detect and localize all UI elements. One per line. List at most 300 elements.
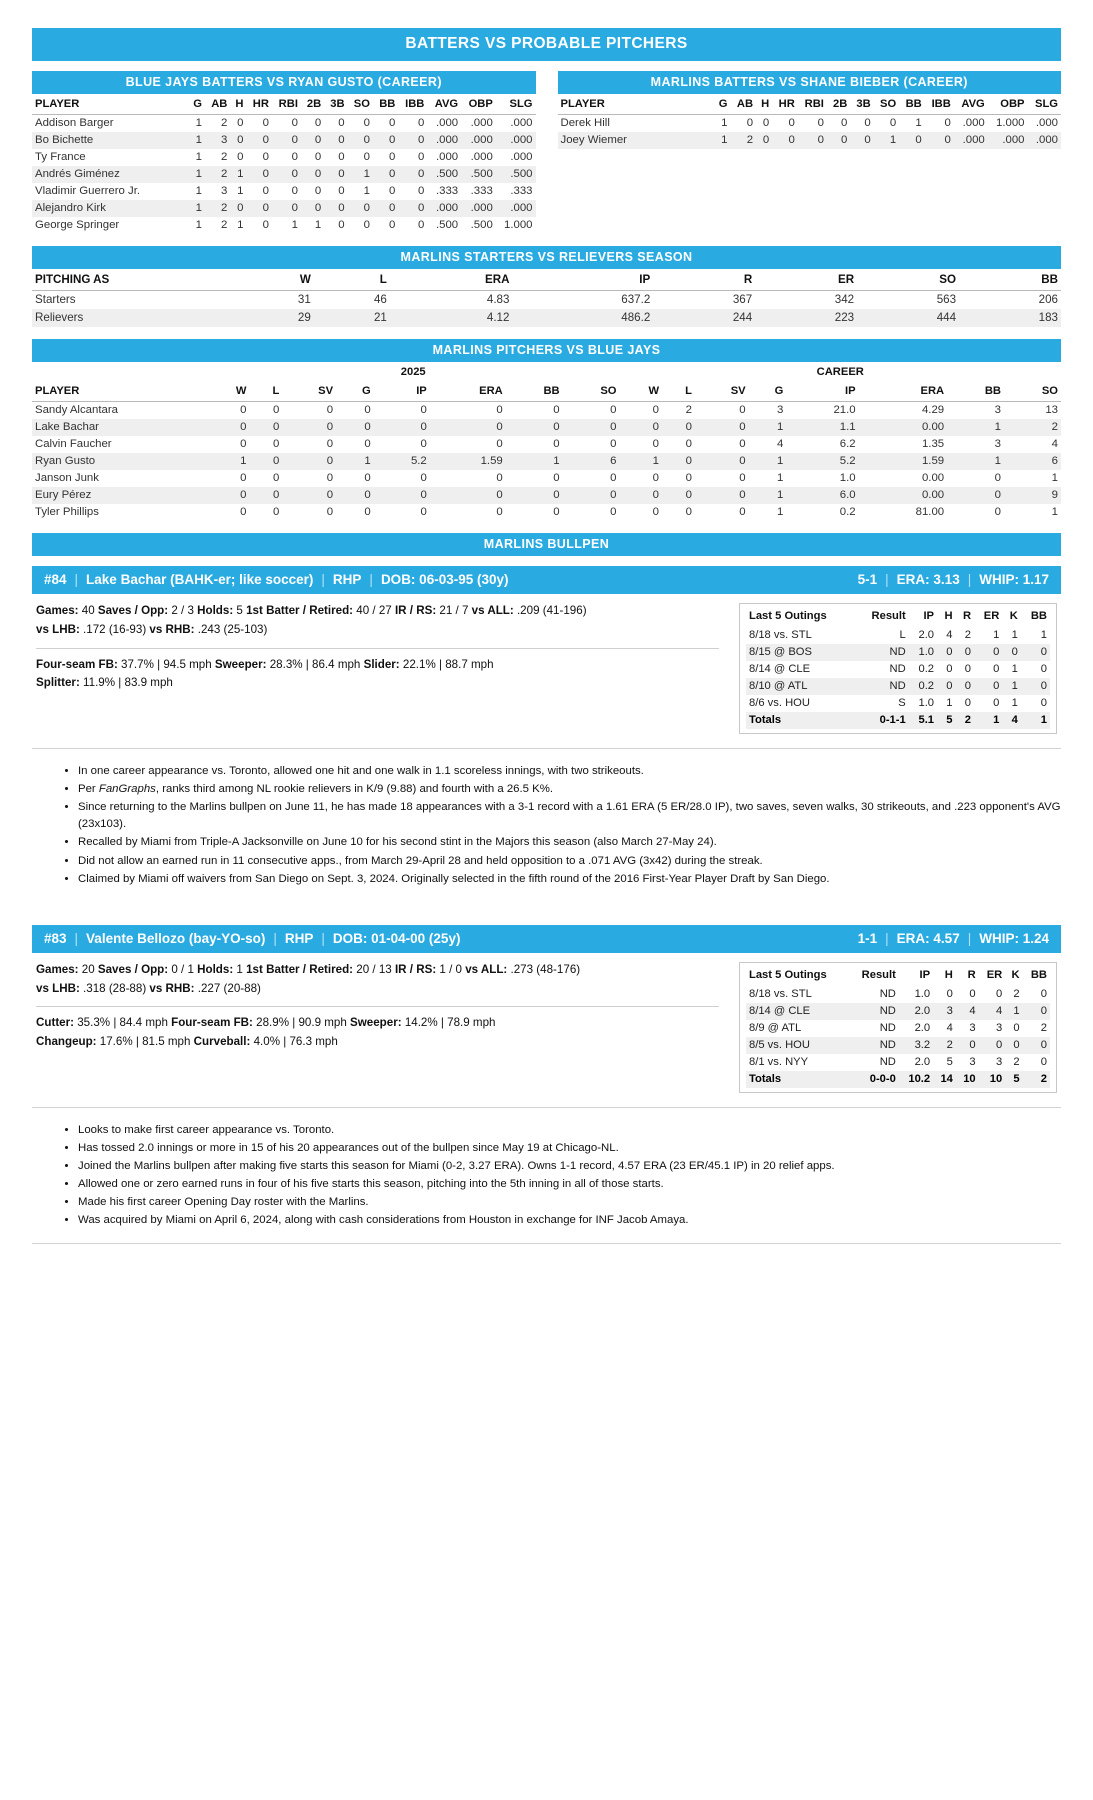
cell-value: 1	[553, 455, 560, 467]
cell-value: 1	[777, 506, 784, 518]
cell-value: 0	[1040, 697, 1047, 709]
cell-value: 1	[237, 168, 244, 180]
totals-value: 2	[1040, 1072, 1047, 1085]
pitcher-card-header	[32, 566, 1061, 594]
cell-value: 0	[338, 202, 345, 214]
cell-value: 0	[610, 438, 617, 450]
totals-value: 5	[1013, 1072, 1020, 1085]
column-header: H	[756, 95, 772, 115]
column-header: BB	[506, 382, 563, 402]
column-header: HR	[772, 95, 798, 115]
batters-section	[32, 71, 1061, 234]
pitcher-cards	[32, 566, 1061, 1244]
table-row	[746, 627, 1050, 644]
cell-value: 0	[1040, 680, 1047, 692]
pitcher-card-body	[32, 953, 1061, 1093]
cell-value: 0	[420, 472, 427, 484]
column-header: Last 5 Outings	[749, 610, 827, 622]
cell-value: .000	[510, 134, 533, 146]
cell-value: 0	[418, 134, 425, 146]
row-label: Starters	[35, 293, 76, 306]
column-header: K	[1011, 968, 1020, 981]
bluejays-batters-title: BLUE JAYS BATTERS VS RYAN GUSTO (CAREER)	[32, 71, 536, 94]
cell-value: .000	[435, 151, 459, 163]
cell-value: 1	[994, 421, 1002, 433]
cell-value: 1	[994, 455, 1002, 467]
cell-value: 0	[326, 489, 334, 501]
row-label: Ryan Gusto	[35, 455, 96, 467]
table-row	[746, 695, 1050, 712]
cell-value: .500	[510, 168, 533, 180]
pitch-mix-line: Four-seam FB: 37.7% | 94.5 mph Sweeper: 28.3% | 86.4 mph Slider: 22.1% | 88.7 mph	[36, 657, 494, 671]
cell-value: 0	[996, 987, 1003, 1000]
column-header: IBB	[925, 95, 954, 115]
cell-value: 0	[240, 506, 247, 518]
cell-value: 3	[221, 185, 228, 197]
cell-value: 0	[739, 421, 746, 433]
pitcher-whip: WHIP: 1.24	[979, 930, 1049, 946]
cell-value: 0	[553, 421, 560, 433]
row-label: Janson Junk	[35, 472, 99, 484]
cell-value: 4	[777, 438, 784, 450]
pitcher-name: Lake Bachar (BAHK-er; like soccer)	[86, 572, 314, 587]
group-header-spacer	[32, 363, 207, 382]
column-header: Result	[861, 968, 896, 981]
table-row	[32, 183, 536, 200]
cell-value: 0	[314, 117, 322, 129]
cell-value: .500	[435, 219, 459, 231]
column-header: Result	[871, 610, 906, 622]
cell-value: 1	[237, 185, 244, 197]
cell-value: 0	[338, 219, 345, 231]
column-header: G	[336, 382, 374, 402]
cell-value: 0	[739, 506, 746, 518]
cell-value: 0	[652, 506, 659, 518]
cell-value: 0	[418, 151, 425, 163]
column-header: IP	[923, 610, 935, 622]
cell-value: 1	[721, 117, 728, 129]
row-label: Eury Pérez	[35, 489, 92, 501]
cell-value: 0	[420, 489, 427, 501]
cell-value: 206	[1038, 293, 1058, 306]
cell-value: .000	[510, 151, 533, 163]
cell-value: 4	[996, 1004, 1003, 1017]
column-header: OBP	[988, 95, 1028, 115]
cell-value: 3	[994, 438, 1002, 450]
cell-value: 0	[420, 421, 427, 433]
cell-value: 4	[946, 629, 953, 641]
cell-value: 342	[834, 293, 855, 306]
table-row	[32, 470, 1061, 487]
totals-label: Totals	[749, 1072, 782, 1085]
cell-value: 0	[326, 506, 334, 518]
totals-value: 1	[993, 714, 1000, 726]
column-header: 2B	[301, 95, 324, 115]
cell-value: 1	[946, 697, 953, 709]
totals-row	[746, 1071, 1050, 1088]
stat-line: Games: 40 Saves / Opp: 2 / 3 Holds: 5 1st Batter / Retired: 40 / 27 IR / RS: 21 / 7 vs ALL: .209 (41-196)	[36, 604, 587, 617]
cell-value: 0	[553, 506, 560, 518]
divider	[32, 1243, 1061, 1244]
cell-value: 0	[994, 489, 1002, 501]
cell-value: 2.0	[914, 1004, 931, 1017]
table-row	[32, 402, 1061, 420]
cell-value: 21	[373, 311, 387, 324]
divider: |	[885, 572, 889, 587]
column-header: ERA	[390, 270, 513, 291]
cell-value: 637.2	[621, 293, 651, 306]
cell-value: 0	[314, 185, 322, 197]
row-label: Calvin Faucher	[35, 438, 112, 450]
table-row	[32, 217, 536, 234]
outing-date: 8/15 @ BOS	[749, 646, 812, 658]
stat-line: vs LHB: .172 (16-93) vs RHB: .243 (25-103)	[36, 622, 268, 636]
column-header: SO	[563, 382, 620, 402]
cell-value: 1	[777, 455, 784, 467]
cell-value: .000	[510, 117, 533, 129]
list-item: • Has tossed 2.0 innings or more in 15 of his 20 appearances out of the bullpen since May 19 at Chicago-NL.	[78, 1140, 1061, 1157]
cell-value: .000	[435, 202, 459, 214]
row-label: Relievers	[35, 311, 84, 324]
cell-value: 0	[994, 506, 1002, 518]
cell-value: 4.29	[921, 404, 945, 416]
cell-value: ND	[879, 1038, 896, 1051]
table-row	[746, 1054, 1050, 1071]
cell-value: 2	[221, 202, 228, 214]
cell-value: 1.59	[480, 455, 503, 467]
cell-value: 3	[946, 1004, 953, 1017]
cell-value: 1	[195, 185, 202, 197]
cell-value: 6	[1051, 455, 1058, 467]
cell-value: 1	[1051, 472, 1058, 484]
pitcher-number: #84	[44, 572, 67, 587]
outing-date: 8/18 vs. STL	[749, 629, 812, 641]
cell-value: 1	[777, 421, 784, 433]
cell-value: 1.1	[839, 421, 856, 433]
cell-value: 3	[221, 134, 228, 146]
cell-value: 2.0	[918, 629, 935, 641]
totals-value: 14	[940, 1072, 953, 1085]
cell-value: 0	[685, 455, 692, 467]
column-header: BB	[1030, 610, 1047, 622]
spacer	[32, 889, 1061, 915]
totals-value: 5	[946, 714, 953, 726]
cell-value: 0	[1040, 987, 1047, 1000]
cell-value: 46	[373, 293, 387, 306]
totals-value: 10	[989, 1072, 1003, 1085]
row-label: Ty France	[35, 151, 86, 163]
cell-value: 5.2	[839, 455, 856, 467]
column-header: PITCHING AS	[32, 270, 238, 291]
column-header: BB	[959, 270, 1061, 291]
cell-value: 0	[326, 472, 334, 484]
cell-value: 0	[739, 404, 746, 416]
cell-value: 0	[969, 987, 976, 1000]
outing-date: 8/18 vs. STL	[749, 987, 812, 1000]
cell-value: 1.0	[839, 472, 856, 484]
cell-value: 0	[364, 438, 371, 450]
column-header: SO	[348, 95, 373, 115]
marlins-batters-table	[558, 95, 1062, 149]
column-header: ER	[755, 270, 857, 291]
outing-date: 8/14 @ CLE	[749, 663, 811, 675]
cell-value: 0	[273, 455, 280, 467]
cell-value: 1	[1013, 1004, 1020, 1017]
cell-value: 1	[721, 134, 728, 146]
column-header: BB	[373, 95, 398, 115]
row-label: Andrés Giménez	[35, 168, 120, 180]
cell-value: 3.2	[914, 1038, 931, 1051]
cell-value: 0	[685, 489, 692, 501]
pitcher-stat-summary	[36, 962, 719, 1093]
cell-value: 0	[363, 202, 370, 214]
cell-value: 31	[297, 293, 311, 306]
cell-value: 0	[553, 438, 560, 450]
totals-value: 10	[963, 1072, 976, 1085]
cell-value: 2	[221, 117, 228, 129]
cell-value: 1.000	[995, 117, 1025, 129]
cell-value: 0	[291, 134, 298, 146]
cell-value: 0	[946, 646, 953, 658]
totals-row	[746, 712, 1050, 729]
cell-value: 0	[944, 117, 951, 129]
cell-value: .333	[435, 185, 459, 197]
column-header: PLAYER	[32, 382, 207, 402]
cell-value: 1	[237, 219, 244, 231]
outing-date: 8/9 @ ATL	[749, 1021, 802, 1034]
row-label: Addison Barger	[35, 117, 114, 129]
outing-date: 8/1 vs. NYY	[749, 1055, 809, 1068]
cell-value: 0	[338, 185, 345, 197]
row-label: Tyler Phillips	[35, 506, 99, 518]
cell-value: 0	[788, 117, 795, 129]
cell-value: 0	[788, 134, 795, 146]
page-title: BATTERS VS PROBABLE PITCHERS	[32, 28, 1061, 61]
group-header-2025: 2025	[400, 366, 426, 378]
column-header: 3B	[850, 95, 873, 115]
column-header: R	[962, 610, 972, 622]
pitcher-card-body	[32, 594, 1061, 734]
pitcher-card	[32, 925, 1061, 1245]
pitcher-card	[32, 566, 1061, 915]
list-item: • Per FanGraphs, ranks third among NL rookie relievers in K/9 (9.88) and fourth with a 26.5 K%.	[78, 781, 1061, 798]
pitcher-number: #83	[44, 930, 67, 946]
cell-value: 0	[326, 421, 334, 433]
column-header: G	[749, 382, 787, 402]
cell-value: 1.0	[918, 697, 935, 709]
cell-value: .333	[510, 185, 533, 197]
cell-value: 0	[326, 404, 334, 416]
cell-value: .000	[435, 134, 459, 146]
row-label: Vladimir Guerrero Jr.	[35, 185, 141, 197]
cell-value: 2	[221, 151, 228, 163]
column-header: H	[230, 95, 246, 115]
cell-value: 0	[273, 489, 280, 501]
cell-value: 0	[418, 185, 425, 197]
cell-value: 0	[314, 202, 322, 214]
cell-value: .000	[470, 202, 493, 214]
divider: |	[273, 930, 277, 946]
cell-value: 2	[746, 134, 754, 146]
row-label: Alejandro Kirk	[35, 202, 106, 214]
column-header: IP	[786, 382, 858, 402]
pitcher-notes-list	[32, 748, 1061, 888]
cell-value: 3	[996, 1021, 1003, 1034]
column-header: G	[188, 95, 205, 115]
cell-value: 1	[195, 202, 202, 214]
cell-value: 0	[610, 472, 617, 484]
column-header: IP	[374, 382, 430, 402]
column-header: G	[714, 95, 731, 115]
divider: |	[74, 572, 79, 587]
totals-value: 4	[1011, 714, 1018, 726]
cell-value: 0	[389, 134, 396, 146]
pitcher-whip: WHIP: 1.17	[979, 572, 1049, 587]
cell-value: 2	[1051, 421, 1058, 433]
cell-value: 1	[1011, 680, 1018, 692]
cell-value: 0	[969, 1038, 976, 1051]
totals-value: 10.2	[908, 1072, 931, 1085]
table-row	[32, 419, 1061, 436]
cell-value: 0	[291, 168, 298, 180]
cell-value: 0	[553, 472, 560, 484]
list-item: • Claimed by Miami off waivers from San Diego on Sept. 3, 2024. Originally selected in the fifth round of the 2016 First-Year Player Draft by San Diego.	[78, 871, 1061, 888]
cell-value: 0	[314, 151, 322, 163]
divider: |	[74, 930, 79, 946]
last-5-outings-table	[746, 965, 1050, 1088]
cell-value: .333	[470, 185, 493, 197]
cell-value: 2	[1040, 1021, 1047, 1034]
outing-date: 8/10 @ ATL	[749, 680, 808, 692]
cell-value: .000	[1035, 117, 1058, 129]
list-item: • Allowed one or zero earned runs in four of his five starts this season, pitching into the 5th inning in all of those starts.	[78, 1176, 1061, 1193]
cell-value: 0	[237, 117, 244, 129]
cell-value: 2	[1013, 987, 1020, 1000]
cell-value: .000	[962, 117, 985, 129]
cell-value: 0	[240, 438, 247, 450]
cell-value: 0	[864, 117, 871, 129]
row-label: Sandy Alcantara	[35, 404, 118, 416]
cell-value: 0.00	[921, 421, 945, 433]
divider	[36, 648, 719, 649]
cell-value: 1	[363, 168, 370, 180]
cell-value: 0	[610, 489, 617, 501]
cell-value: 4.83	[486, 293, 510, 306]
column-header: PLAYER	[32, 95, 188, 115]
cell-value: 223	[834, 311, 855, 324]
pitcher-dob: DOB: 06-03-95 (30y)	[380, 572, 509, 587]
cell-value: 0	[262, 134, 269, 146]
divider: |	[967, 572, 972, 587]
cell-value: 0	[389, 151, 396, 163]
list-item: • Was acquired by Miami on April 6, 2024, along with cash considerations from Houston in exchange for INF Jacob Amaya.	[78, 1212, 1061, 1229]
divider: |	[321, 572, 325, 587]
cell-value: 1	[1011, 629, 1018, 641]
cell-value: 0	[389, 185, 396, 197]
pitch-mix-line: Cutter: 35.3% | 84.4 mph Four-seam FB: 28.9% | 90.9 mph Sweeper: 14.2% | 78.9 mph	[36, 1016, 496, 1030]
cell-value: 0	[418, 202, 425, 214]
column-header: W	[620, 382, 662, 402]
cell-value: 0	[739, 472, 746, 484]
cell-value: 0	[418, 168, 425, 180]
cell-value: 0	[746, 117, 754, 129]
cell-value: 0	[240, 472, 247, 484]
cell-value: .500	[435, 168, 459, 180]
cell-value: 444	[936, 311, 957, 324]
cell-value: 0	[389, 117, 396, 129]
cell-value: 0	[363, 134, 370, 146]
list-item: • Joined the Marlins bullpen after making five starts this season for Miami (0-2, 3.27 ERA). Owns 1-1 record, 4.57 ERA (23 ER/45.1 IP) in 20 relief apps.	[78, 1158, 1061, 1175]
cell-value: 0	[610, 506, 617, 518]
divider: |	[967, 930, 972, 946]
column-header: H	[944, 610, 953, 622]
cell-value: 0	[389, 202, 396, 214]
cell-value: 2.0	[914, 1055, 931, 1068]
cell-value: 0	[262, 219, 269, 231]
list-item: • Recalled by Miami from Triple-A Jacksonville on June 10 for his second stint in the Majors this season (also March 27-May 24).	[78, 834, 1061, 851]
pitcher-record: 5-1	[857, 572, 878, 587]
cell-value: 0.2	[918, 680, 935, 692]
cell-value: 0	[964, 680, 972, 692]
cell-value: 0	[946, 663, 953, 675]
cell-value: 0	[685, 421, 692, 433]
bluejays-batters-block	[32, 71, 536, 234]
starters-relievers-table	[32, 270, 1061, 327]
cell-value: 1	[195, 117, 202, 129]
cell-value: 0	[291, 151, 298, 163]
column-header: SV	[695, 382, 749, 402]
cell-value: 0	[262, 151, 269, 163]
cell-value: L	[899, 629, 906, 641]
cell-value: 0	[338, 168, 345, 180]
cell-value: 0	[817, 117, 824, 129]
cell-value: 0	[652, 489, 659, 501]
table-row	[32, 149, 536, 166]
cell-value: .000	[470, 134, 493, 146]
cell-value: 0	[262, 117, 269, 129]
row-label: Lake Bachar	[35, 421, 99, 433]
cell-value: 0	[237, 151, 244, 163]
cell-value: 0	[237, 134, 244, 146]
table-header-row	[746, 965, 1050, 986]
cell-value: 1	[364, 455, 371, 467]
column-header: L	[249, 382, 282, 402]
cell-value: 0	[1040, 1055, 1047, 1068]
table-header-row	[32, 270, 1061, 291]
column-header: K	[1009, 610, 1018, 622]
column-header: IBB	[398, 95, 427, 115]
cell-value: 2	[685, 404, 692, 416]
cell-value: 244	[732, 311, 753, 324]
cell-value: 1	[195, 168, 202, 180]
cell-value: 0	[553, 404, 560, 416]
cell-value: .000	[470, 117, 493, 129]
stat-line: vs LHB: .318 (28-88) vs RHB: .227 (20-88)	[36, 981, 261, 995]
cell-value: 0	[993, 697, 1000, 709]
cell-value: 0	[326, 455, 334, 467]
cell-value: 0	[889, 117, 897, 129]
cell-value: 0	[273, 438, 280, 450]
cell-value: 4.12	[486, 311, 510, 324]
cell-value: 367	[732, 293, 753, 306]
column-header: L	[314, 270, 390, 291]
cell-value: 6	[610, 455, 617, 467]
table-row	[746, 1003, 1050, 1020]
cell-value: 81.00	[915, 506, 945, 518]
cell-value: 0	[338, 117, 345, 129]
cell-value: 0	[237, 202, 244, 214]
last-5-outings-box	[739, 603, 1057, 734]
